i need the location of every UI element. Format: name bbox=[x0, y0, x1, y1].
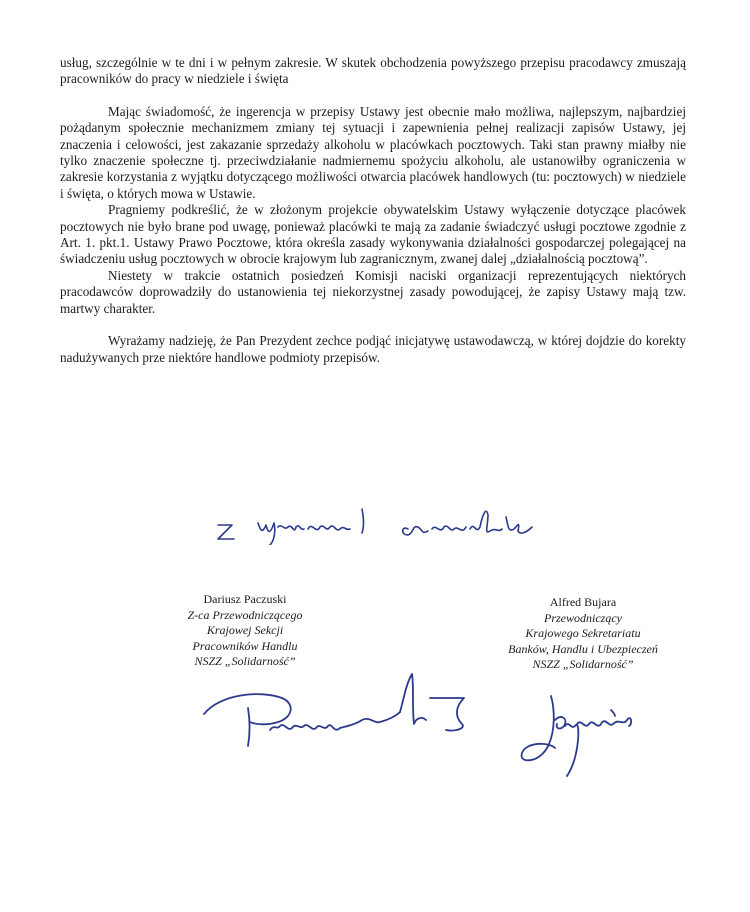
signer-left-role-3: Pracowników Handlu bbox=[192, 638, 298, 653]
signer-right-role-3: Banków, Handlu i Ubezpieczeń bbox=[508, 641, 658, 656]
signer-left-block bbox=[140, 592, 350, 670]
signer-left-name: Dariusz Paczuski bbox=[203, 592, 287, 606]
signature-right bbox=[515, 690, 665, 780]
signer-right-role-4: NSZZ „Solidarność” bbox=[532, 657, 634, 671]
paragraph-5: Wyrażamy nadzieję, że Pan Prezydent zechce podjąć inicjatywę ustawodawczą, w której dojdzie do korekty nadużywanych prze niektóre handlowe podmioty przepisów. bbox=[60, 333, 686, 365]
signature-left bbox=[200, 668, 480, 758]
paragraph-3: Pragniemy podkreślić, że w złożonym projekcie obywatelskim Ustawy wyłączenie dotyczące placówek pocztowych nie było brane pod uwagę, ponieważ placówki te mają za zadanie świadczyć usługi pocztowe zgodnie z Art. 1. pkt.1. Ustawy Prawo Pocztowe, która określa zasady wykonywania działalności gospodarczej polegającej na świadczeniu usług pocztowych w obrocie krajowym lub zagranicznym, zwanej dalej „działalnością pocztową”. bbox=[60, 202, 686, 267]
paragraph-1: usług, szczególnie w te dni i w pełnym zakresie. W skutek obchodzenia powyższego przepisu pracodawcy zmuszają pracowników do pracy w niedziele i święta bbox=[60, 55, 686, 87]
handwritten-closing bbox=[212, 495, 542, 545]
paragraph-2: Mając świadomość, że ingerencja w przepisy Ustawy jest obecnie mało możliwa, najlepszym, najbardziej pożądanym społecznie mechanizmem zmiany tej sytuacji i zapewnienia pełnej realizacji zapisów Ustawy, jej znaczenia i celowości, jest zakazanie sprzedaży alkoholu w placówkach pocztowych. Taki stan prawny miałby nie tylko znaczenie społeczne tj. przeciwdziałanie nadmiernemu spożyciu alkoholu, ale ustanowiłby ograniczenia w zakresie korzystania z wyjątku dotyczącego możliwości otwarcia placówek handlowych (tu: pocztowych) w niedziele i święta, o których mowa w Ustawie. bbox=[60, 103, 686, 201]
signer-right-role-2: Krajowego Sekretariatu bbox=[525, 626, 641, 640]
signer-right-name: Alfred Bujara bbox=[549, 595, 617, 609]
signer-left-role-4: NSZZ „Solidarność” bbox=[194, 654, 296, 668]
signer-right-block bbox=[478, 595, 688, 673]
signer-left-role-2: Krajowej Sekcji bbox=[206, 623, 284, 637]
signer-right-role-1: Przewodniczący bbox=[544, 610, 622, 625]
paragraph-4: Niestety w trakcie ostatnich posiedzeń Komisji naciski organizacji reprezentujących niektórych pracodawców doprowadziły do ustanowienia tej niekorzystnej zasady powodującej, że zapisy Ustawy mają tzw. martwy charakter. bbox=[60, 267, 686, 316]
signer-left-role-1: Z-ca Przewodniczącego bbox=[187, 607, 303, 622]
letter-body bbox=[60, 55, 686, 366]
